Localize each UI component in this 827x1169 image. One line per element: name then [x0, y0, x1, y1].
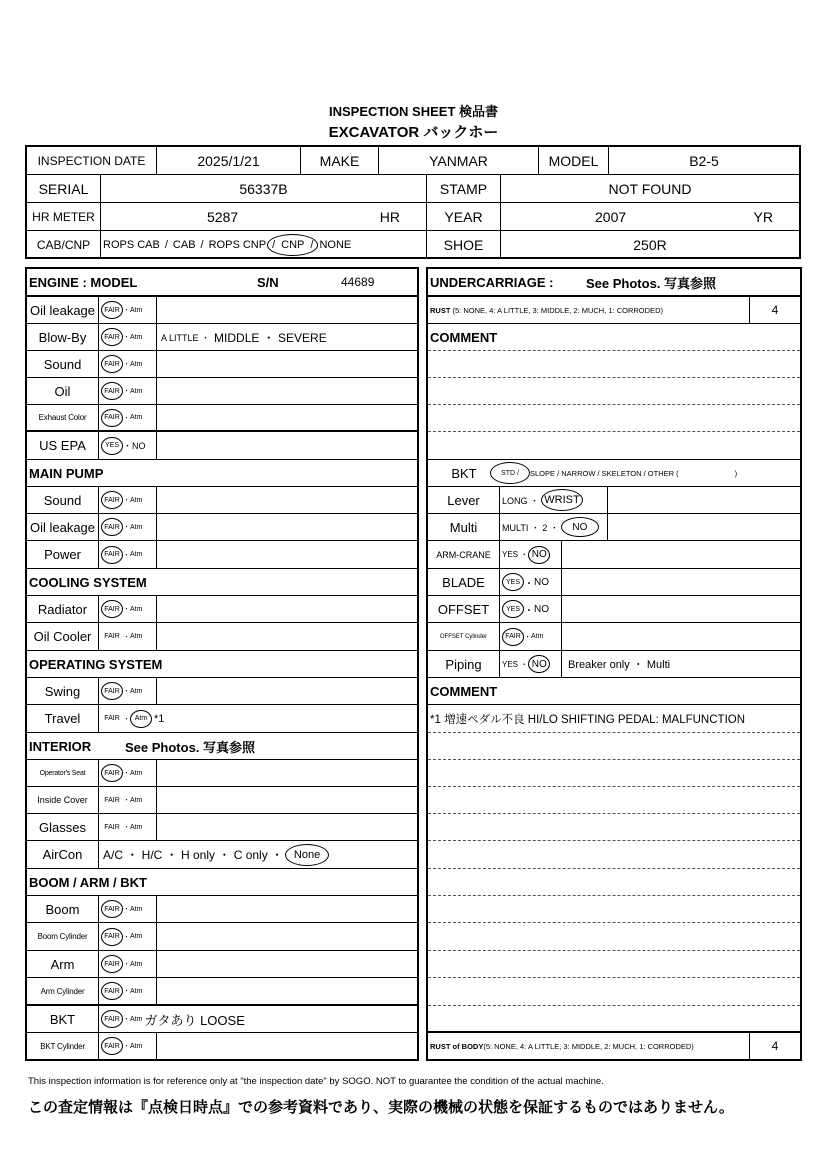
fair-circle: FAIR — [101, 600, 123, 618]
rust-body-value: 4 — [771, 1039, 779, 1053]
bkt-label: BKT — [27, 1006, 99, 1032]
rust-body-row — [428, 1033, 800, 1059]
pump-power-label: Power — [27, 541, 99, 568]
rating-options — [99, 978, 157, 1004]
comment-line — [428, 760, 800, 787]
fair-circle: FAIR — [101, 1037, 123, 1055]
aircon-options — [103, 841, 329, 868]
bkt-type-options — [490, 460, 737, 486]
lever-row — [428, 487, 800, 514]
sheet-title: INSPECTION SHEET 検品書 — [328, 104, 499, 119]
engine-sound-label: Sound — [27, 351, 99, 377]
rating-options — [99, 923, 157, 950]
engine-us-epa-label: US EPA — [27, 432, 99, 459]
atm-option: Atm — [130, 360, 143, 368]
engine-us-epa-row — [27, 432, 417, 460]
atm-option: Atm — [130, 796, 143, 804]
boom-row — [27, 896, 417, 923]
yes-circle: YES — [502, 600, 524, 618]
year-value: 2007 — [595, 208, 627, 225]
shoe-value: 250R — [633, 237, 667, 253]
bkt-note: ガタあり LOOSE — [144, 1012, 245, 1028]
yes-no-options — [99, 432, 157, 459]
fair-circle: FAIR — [101, 491, 123, 509]
footer-disclaimer-jp: この査定情報は『点検日時点』での参考資料であり、実際の機械の状態を保証するものではありません。 — [28, 1099, 734, 1116]
bkt-cylinder-row — [27, 1033, 417, 1059]
main-pump-header-row — [27, 460, 417, 487]
engine-sn-label: S/N — [257, 274, 279, 290]
rating-options — [99, 705, 165, 732]
rating-options — [99, 678, 157, 704]
rust-body-label: RUST of BODY — [430, 1041, 484, 1051]
comment-header-row — [428, 324, 800, 351]
radiator-label: Radiator — [27, 596, 99, 622]
hr-meter-label: HR METER — [27, 203, 101, 230]
fair-circle: FAIR — [101, 900, 123, 918]
lever-label: Lever — [428, 487, 500, 513]
interior-header: INTERIOR — [29, 738, 92, 754]
dot: ・ — [520, 659, 529, 669]
atm-option: Atm — [130, 387, 143, 395]
atm-option: Atm — [130, 605, 143, 613]
atm-option: Atm — [130, 551, 143, 558]
dot: ・ — [123, 688, 130, 695]
atm-circle: Atm — [130, 710, 152, 728]
pump-sound-row — [27, 487, 417, 514]
cab-option-rops-cnp: ROPS CNP — [208, 239, 267, 251]
make-value: YANMAR — [379, 147, 539, 174]
comment2-line-1 — [428, 705, 800, 733]
dot: ・ — [123, 334, 130, 341]
atm-option: Atm — [130, 523, 143, 531]
rating-options — [99, 896, 157, 922]
interior-header-note: See Photos. 写真参照 — [125, 739, 256, 755]
dot: ・ — [123, 824, 130, 831]
cab-option-cnp: CNP — [281, 239, 305, 251]
atm-option: Atm — [130, 414, 143, 421]
dot: ・ — [123, 961, 130, 968]
no-circle: NO — [528, 546, 550, 564]
bkt-row — [27, 1006, 417, 1033]
pump-oil-leakage-row — [27, 514, 417, 541]
comment-header: COMMENT — [430, 329, 498, 345]
yes-circle: YES — [101, 437, 123, 455]
hr-meter-value: 5287 — [207, 208, 239, 225]
comment-line — [428, 1006, 800, 1033]
dot: ・ — [123, 388, 130, 395]
multi-options — [500, 514, 608, 540]
sheet-subtitle: EXCAVATOR バックホー — [328, 124, 499, 141]
dot: ・ — [123, 906, 130, 913]
aircon-none-circle: None — [285, 844, 329, 866]
attach-bkt-label: BKT — [451, 465, 477, 481]
armcrane-row — [428, 541, 800, 569]
fair-circle: FAIR — [502, 628, 524, 646]
header-row-date — [27, 147, 799, 175]
make-label: MAKE — [301, 147, 379, 174]
rating-options — [99, 596, 157, 622]
multi-label: Multi — [428, 514, 500, 540]
glasses-row — [27, 814, 417, 841]
atm-option: Atm — [130, 823, 143, 831]
travel-row — [27, 705, 417, 733]
fair-circle: FAIR — [101, 409, 123, 427]
dot: ・ — [123, 307, 130, 314]
atm-option: Atm — [130, 905, 143, 913]
dot: ・ — [123, 715, 130, 723]
offset-cylinder-row — [428, 623, 800, 651]
header-row-hours — [27, 203, 799, 231]
fair-circle: FAIR — [101, 355, 123, 373]
comment-line — [428, 923, 800, 951]
blowby-middle-severe: MIDDLE ・ SEVERE — [214, 330, 327, 345]
dot: ・ — [123, 633, 130, 641]
comment-line — [428, 814, 800, 841]
fair-circle: FAIR — [101, 382, 123, 400]
boom-label: Boom — [27, 896, 99, 922]
dot: ・ — [524, 605, 534, 617]
boom-header: BOOM / ARM / BKT — [29, 874, 147, 890]
yes-option: YES — [502, 659, 519, 669]
no-option: NO — [132, 440, 146, 451]
yes-no-options — [500, 541, 562, 568]
fair-circle: FAIR — [101, 518, 123, 536]
cab-options — [101, 231, 427, 259]
engine-sn-value: 44689 — [341, 275, 375, 289]
engine-oil-label: Oil — [27, 378, 99, 404]
engine-exhaust-label: Exhaust Color — [27, 405, 99, 430]
dot: ・ — [123, 1016, 130, 1023]
shoe-label: SHOE — [427, 231, 501, 259]
fair-circle: FAIR — [101, 955, 123, 973]
offset-row — [428, 596, 800, 623]
cab-separator: / — [310, 239, 314, 251]
bkt-close-paren: ) — [734, 468, 738, 478]
atm-option: Atm — [130, 1015, 143, 1023]
rust-label: RUST — [430, 305, 451, 315]
rating-options — [99, 1006, 245, 1032]
atm-option: Atm — [130, 769, 143, 777]
atm-option: Atm — [130, 306, 143, 314]
fair-option: FAIR — [104, 796, 120, 804]
inside-cover-label: Inside Cover — [27, 787, 99, 813]
dot: ・ — [123, 933, 130, 941]
operating-header: OPERATING SYSTEM — [29, 656, 163, 672]
rust-value: 4 — [771, 303, 779, 317]
rust-scale: (5: NONE, 4: A LITTLE, 3: MIDDLE, 2: MUCH, 1: CORRODED) — [452, 305, 663, 315]
radiator-row — [27, 596, 417, 623]
bkt-other-options: SLOPE / NARROW / SKELETON / OTHER ( — [530, 468, 679, 478]
year-label: YEAR — [427, 203, 501, 230]
rating-options — [99, 623, 157, 650]
atm-option: Atm — [531, 633, 544, 640]
fair-circle: FAIR — [101, 1010, 123, 1028]
cab-option-cab: CAB — [172, 239, 196, 251]
aircon-row — [27, 841, 417, 869]
fair-circle: FAIR — [101, 982, 123, 1000]
fair-option: FAIR — [104, 823, 120, 831]
rating-options — [99, 787, 157, 813]
engine-sound-row — [27, 351, 417, 378]
multi-row — [428, 514, 800, 541]
attach-bkt-row — [428, 460, 800, 487]
offset-label: OFFSET — [428, 596, 500, 622]
undercarriage-header-note: See Photos. 写真参照 — [586, 275, 717, 291]
pump-sound-label: Sound — [27, 487, 99, 513]
header-row-serial — [27, 175, 799, 203]
rust-body-scale: (5: NONE, 4: A LITTLE, 3: MIDDLE, 2: MUCH, 1: CORRODED) — [483, 1041, 694, 1051]
aircon-label: AirCon — [27, 841, 99, 868]
main-pump-header: MAIN PUMP — [29, 465, 104, 481]
rating-options — [99, 324, 157, 350]
inspection-date-value: 2025/1/21 — [157, 147, 301, 174]
model-value: B2-5 — [689, 152, 719, 169]
lever-options — [500, 487, 608, 513]
armcrane-label: ARM-CRANE — [428, 541, 500, 568]
atm-option: Atm — [130, 1042, 143, 1050]
pump-oil-leakage-label: Oil leakage — [27, 514, 99, 540]
fair-option: FAIR — [104, 715, 120, 722]
dot: ・ — [520, 550, 529, 559]
no-option: NO — [534, 576, 549, 588]
rating-options — [99, 1033, 157, 1059]
rating-options — [99, 814, 157, 840]
stamp-label: STAMP — [427, 175, 501, 202]
rating-options — [99, 487, 157, 513]
comment-line — [428, 978, 800, 1006]
comment-line — [428, 351, 800, 378]
cooling-header: COOLING SYSTEM — [29, 574, 147, 590]
arm-label: Arm — [27, 951, 99, 977]
arm-cylinder-row — [27, 978, 417, 1006]
rating-options — [99, 378, 157, 404]
hr-unit: HR — [379, 208, 400, 225]
travel-label: Travel — [27, 705, 99, 732]
atm-option: Atm — [130, 333, 143, 341]
stamp-value: NOT FOUND — [608, 180, 692, 197]
comment-line — [428, 733, 800, 760]
engine-header: ENGINE : MODEL — [29, 274, 138, 290]
no-circle: NO — [528, 655, 550, 673]
rating-options — [99, 297, 157, 323]
serial-value: 56337B — [101, 175, 427, 202]
header-row-cab — [27, 231, 799, 259]
dot: ・ — [123, 524, 130, 531]
fair-circle: FAIR — [101, 764, 123, 782]
cab-separator: / — [272, 239, 276, 251]
atm-option: Atm — [130, 933, 143, 940]
yes-option: YES — [502, 550, 519, 559]
year-unit: YR — [753, 208, 773, 225]
comment-line — [428, 432, 800, 460]
no-option: NO — [534, 603, 549, 615]
serial-label: SERIAL — [27, 175, 101, 202]
blowby-severity — [161, 324, 327, 350]
comment2-header: COMMENT — [430, 683, 498, 699]
rating-options — [500, 623, 562, 650]
dot: ・ — [123, 551, 130, 559]
cab-separator: / — [200, 239, 204, 251]
fair-circle: FAIR — [101, 682, 123, 700]
oil-cooler-label: Oil Cooler — [27, 623, 99, 650]
fair-circle: FAIR — [101, 928, 123, 946]
engine-oil-row — [27, 378, 417, 405]
rating-options — [99, 405, 157, 430]
inspection-date-label: INSPECTION DATE — [27, 147, 157, 174]
left-panel — [25, 267, 419, 1061]
comment-line — [428, 787, 800, 814]
dot: ・ — [123, 797, 130, 804]
arm-cylinder-label: Arm Cylinder — [27, 978, 99, 1004]
footer-disclaimer-en: This inspection information is for reference only at "the inspection date" by SOGO. NOT to guarantee the condition of the actual machine. — [28, 1076, 604, 1087]
rating-options — [99, 351, 157, 377]
yes-no-options — [500, 569, 562, 595]
dot: ・ — [524, 578, 534, 590]
boom-header-row — [27, 869, 417, 896]
oil-cooler-row — [27, 623, 417, 651]
yes-circle: YES — [502, 573, 524, 591]
dot: ・ — [524, 633, 531, 641]
seat-row — [27, 760, 417, 787]
right-panel — [426, 267, 802, 1061]
comment-line — [428, 378, 800, 405]
engine-header-row — [27, 269, 417, 297]
atm-option: Atm — [130, 687, 143, 695]
bkt-cylinder-label: BKT Cylinder — [27, 1033, 99, 1059]
yes-no-options — [500, 651, 562, 677]
cooling-header-row — [27, 569, 417, 596]
engine-blowby-row — [27, 324, 417, 351]
cab-label: CAB/CNP — [27, 231, 101, 259]
glasses-label: Glasses — [27, 814, 99, 840]
operating-header-row — [27, 651, 417, 678]
blade-row — [428, 569, 800, 596]
fair-circle: FAIR — [101, 328, 123, 346]
offset-cylinder-label: OFFSET Cylinder — [428, 623, 500, 650]
dot: ・ — [123, 1043, 130, 1050]
dot: ・ — [123, 988, 130, 995]
piping-label: Piping — [428, 651, 500, 677]
dot: ・ — [123, 770, 130, 777]
dot: ・ — [123, 606, 130, 613]
piping-row — [428, 651, 800, 678]
engine-oil-leakage-label: Oil leakage — [27, 297, 99, 323]
model-label: MODEL — [539, 147, 609, 174]
comment-line — [428, 405, 800, 432]
undercarriage-header-row — [428, 269, 800, 297]
rust-label-cell — [428, 297, 750, 323]
bkt-std-circle: STD / — [490, 462, 530, 484]
dot: ・ — [123, 497, 130, 504]
cab-selected-circle — [267, 234, 318, 256]
lever-wrist-circle: WRIST — [541, 489, 583, 511]
rust-body-label-cell — [428, 1033, 750, 1059]
comment-line — [428, 896, 800, 923]
dot: ・ — [123, 441, 133, 451]
undercarriage-header: UNDERCARRIAGE : — [430, 274, 554, 290]
fair-circle: FAIR — [101, 546, 123, 564]
fair-option: FAIR — [104, 633, 120, 640]
aircon-option-list: A/C ・ H/C ・ H only ・ C only ・ — [103, 848, 284, 862]
cab-option-rops-cab: ROPS CAB — [103, 239, 160, 251]
atm-option: Atm — [130, 960, 143, 968]
cab-option-none: NONE — [319, 239, 352, 251]
cab-separator: / — [164, 239, 168, 251]
travel-note: *1 — [154, 712, 165, 725]
comment2-text: *1 増速ペダル不良 HI/LO SHIFTING PEDAL: MALFUNCTION — [430, 713, 746, 726]
blade-label: BLADE — [428, 569, 500, 595]
piping-note: Breaker only ・ Multi — [568, 659, 671, 671]
rating-options — [99, 951, 157, 977]
interior-header-row — [27, 733, 417, 760]
seat-label: Operator's Seat — [27, 760, 99, 786]
rating-options — [99, 760, 157, 786]
arm-row — [27, 951, 417, 978]
multi-no-circle: NO — [561, 517, 599, 537]
rust-row — [428, 297, 800, 324]
hr-meter-cell — [101, 203, 427, 230]
dot: ・ — [123, 361, 130, 368]
boom-cylinder-row — [27, 923, 417, 951]
comment2-header-row — [428, 678, 800, 705]
swing-label: Swing — [27, 678, 99, 704]
atm-option: Atm — [130, 633, 143, 640]
comment-line — [428, 841, 800, 869]
inside-cover-row — [27, 787, 417, 814]
lever-long: LONG ・ — [502, 495, 540, 506]
atm-option: Atm — [130, 987, 143, 995]
year-cell — [501, 203, 799, 230]
engine-oil-leakage-row — [27, 297, 417, 324]
engine-exhaust-row — [27, 405, 417, 432]
fair-circle: FAIR — [101, 301, 123, 319]
rating-options — [99, 541, 157, 568]
rating-options — [99, 514, 157, 540]
dot: ・ — [123, 414, 130, 422]
swing-row — [27, 678, 417, 705]
pump-power-row — [27, 541, 417, 569]
blowby-a-little: A LITTLE ・ — [161, 332, 211, 343]
multi-option-list: MULTI ・ 2 ・ — [502, 522, 559, 533]
comment-line — [428, 869, 800, 896]
yes-no-options — [500, 596, 562, 622]
comment-line — [428, 951, 800, 978]
atm-option: Atm — [130, 496, 143, 504]
header-table — [25, 145, 801, 259]
boom-cylinder-label: Boom Cylinder — [27, 923, 99, 950]
engine-blowby-label: Blow-By — [27, 324, 99, 350]
